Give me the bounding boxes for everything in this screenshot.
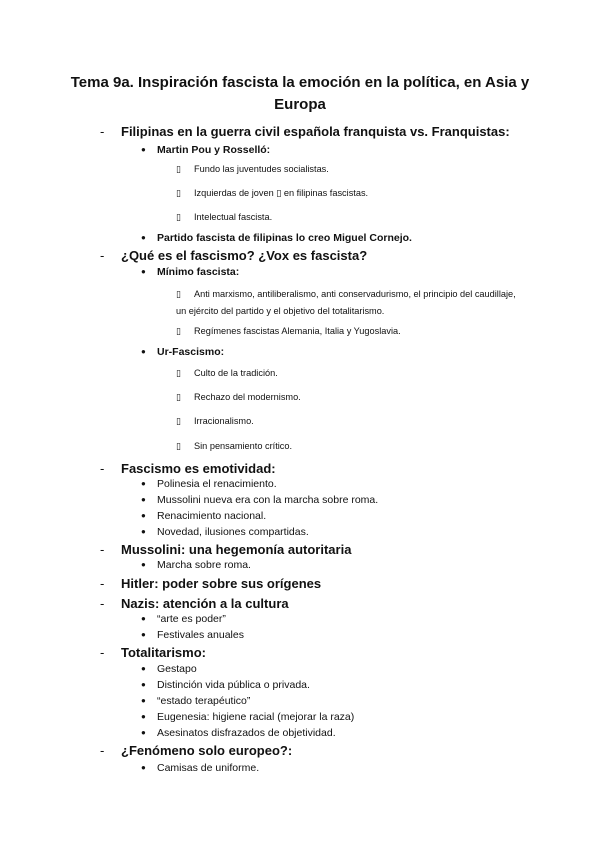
bullet-icon: ●	[141, 511, 146, 520]
dash-marker: -	[100, 743, 105, 758]
list-item	[141, 346, 224, 358]
list-item	[176, 368, 278, 379]
list-item	[141, 629, 244, 641]
heading-label: Fascismo es emotividad:	[121, 461, 276, 476]
list-item	[141, 695, 250, 707]
bullet-icon: ●	[141, 728, 146, 737]
bullet-icon: ●	[141, 680, 146, 689]
bullet-icon: ●	[141, 696, 146, 705]
list-item	[141, 266, 239, 278]
box-bullet-icon: ▯	[176, 188, 181, 198]
heading-label: Mussolini: una hegemonía autoritaria	[121, 542, 352, 557]
list-item	[141, 727, 336, 739]
list-item-label: Marcha sobre roma.	[157, 559, 251, 571]
bullet-icon: ●	[141, 527, 146, 536]
heading-label: Nazis: atención a la cultura	[121, 596, 289, 611]
list-item-label: Rechazo del modernismo.	[194, 392, 301, 402]
list-item	[176, 441, 292, 452]
heading-emotividad	[100, 461, 276, 476]
list-item-label: Anti marxismo, antiliberalismo, anti conservadurismo, el principio del caudillaje, un ejército del partido y el objetivo del totalitarismo.	[176, 289, 516, 316]
list-item	[141, 144, 270, 156]
box-bullet-icon: ▯	[176, 212, 181, 222]
bullet-icon: ●	[141, 763, 146, 772]
list-item-label: Culto de la tradición.	[194, 368, 278, 378]
page-title: Tema 9a. Inspiración fascista la emoción en la política, en Asia y Europa	[70, 74, 530, 113]
list-item-label: Fundo las juventudes socialistas.	[194, 164, 329, 174]
list-item-label: Ur-Fascismo:	[157, 346, 225, 358]
list-item-label: Renacimiento nacional.	[157, 510, 267, 522]
list-item-label: Sin pensamiento crítico.	[194, 441, 293, 451]
list-item	[141, 478, 277, 490]
list-item-label: Intelectual fascista.	[194, 212, 273, 222]
list-item	[141, 526, 309, 538]
box-bullet-icon: ▯	[176, 164, 181, 174]
list-item	[176, 392, 301, 403]
list-item-label: Regímenes fascistas Alemania, Italia y Yugoslavia.	[194, 326, 401, 336]
list-item-label: Martin Pou y Rosselló:	[157, 144, 271, 156]
list-item-label: “arte es poder”	[157, 613, 226, 625]
list-item-label: Asesinatos disfrazados de objetividad.	[157, 727, 336, 739]
dash-marker: -	[100, 461, 105, 476]
list-item	[141, 613, 226, 625]
list-item	[176, 326, 401, 337]
bullet-icon: ●	[141, 495, 146, 504]
list-item	[141, 510, 266, 522]
bullet-icon: ●	[141, 267, 146, 276]
list-item-label: Izquierdas de joven ▯ en filipinas fascistas.	[194, 188, 369, 198]
bullet-icon: ●	[141, 614, 146, 623]
list-item	[176, 416, 254, 427]
list-item	[141, 663, 197, 675]
list-item	[176, 164, 329, 175]
list-item-label: Festivales anuales	[157, 629, 244, 641]
bullet-icon: ●	[141, 560, 146, 569]
box-bullet-icon: ▯	[176, 441, 181, 451]
box-bullet-icon: ▯	[176, 392, 181, 402]
list-item-label: Partido fascista de filipinas lo creo Miguel Cornejo.	[157, 232, 412, 244]
list-item	[176, 188, 368, 199]
list-item-label: Gestapo	[157, 663, 197, 675]
dash-marker: -	[100, 576, 105, 591]
box-bullet-icon: ▯	[176, 368, 181, 378]
list-item-label: Camisas de uniforme.	[157, 762, 260, 774]
heading-label: Hitler: poder sobre sus orígenes	[121, 576, 322, 591]
list-item-label: Polinesia el renacimiento.	[157, 478, 277, 490]
bullet-icon: ●	[141, 233, 146, 242]
list-item-label: Irracionalismo.	[194, 416, 254, 426]
dash-marker: -	[100, 542, 105, 557]
heading-label: ¿Qué es el fascismo? ¿Vox es fascista?	[121, 248, 368, 263]
heading-totalitarismo	[100, 645, 206, 660]
list-item	[176, 286, 516, 320]
list-item-label: “estado terapéutico”	[157, 695, 251, 707]
list-item	[141, 232, 412, 244]
heading-fascismo	[100, 248, 367, 263]
heading-label: Totalitarismo:	[121, 645, 206, 660]
bullet-icon: ●	[141, 630, 146, 639]
dash-marker: -	[100, 248, 105, 263]
bullet-icon: ●	[141, 145, 146, 154]
dash-marker: -	[100, 645, 105, 660]
heading-fenomeno	[100, 743, 292, 758]
list-item-label: Mínimo fascista:	[157, 266, 240, 278]
bullet-icon: ●	[141, 479, 146, 488]
list-item	[141, 494, 378, 506]
bullet-icon: ●	[141, 664, 146, 673]
list-item-label: Eugenesia: higiene racial (mejorar la raza)	[157, 711, 355, 723]
dash-marker: -	[100, 596, 105, 611]
heading-label: ¿Fenómeno solo europeo?:	[121, 743, 293, 758]
list-item-label: Novedad, ilusiones compartidas.	[157, 526, 309, 538]
heading-hitler	[100, 576, 321, 591]
box-bullet-icon: ▯	[176, 289, 181, 299]
bullet-icon: ●	[141, 347, 146, 356]
bullet-icon: ●	[141, 712, 146, 721]
heading-nazis	[100, 596, 289, 611]
list-item	[141, 559, 251, 571]
list-item-label: Distinción vida pública o privada.	[157, 679, 310, 691]
list-item	[176, 212, 272, 223]
heading-mussolini	[100, 542, 351, 557]
dash-marker: -	[100, 124, 105, 139]
box-bullet-icon: ▯	[176, 326, 181, 336]
list-item	[141, 711, 354, 723]
box-bullet-icon: ▯	[176, 416, 181, 426]
list-item	[141, 762, 259, 774]
list-item	[141, 679, 310, 691]
heading-label: Filipinas en la guerra civil española franquista vs. Franquistas:	[121, 124, 510, 139]
list-item-label: Mussolini nueva era con la marcha sobre roma.	[157, 494, 379, 506]
heading-filipinas	[100, 124, 510, 139]
